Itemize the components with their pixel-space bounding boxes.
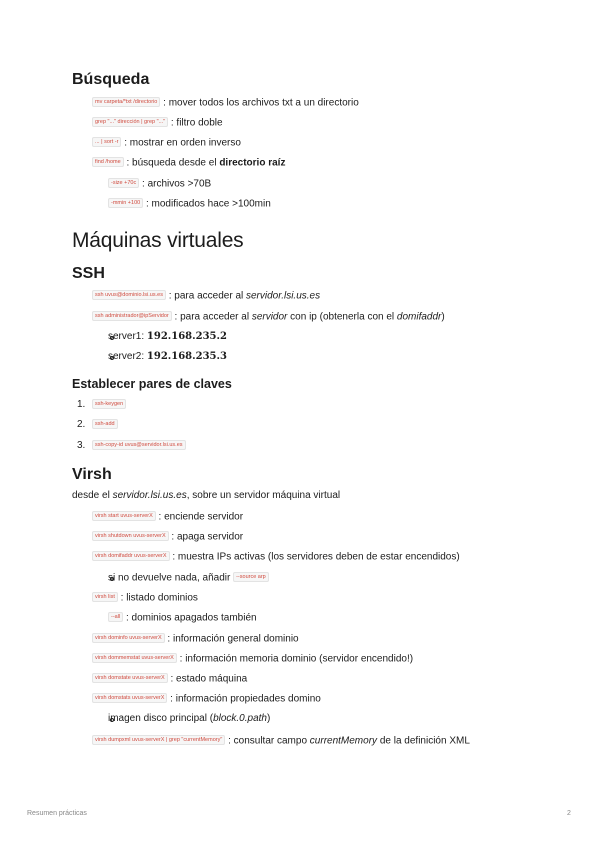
list-item: virsh dommemstat uvus-serverX : información memoria dominio (servidor encendido!) xyxy=(92,652,413,667)
list-item: ssh uvus@dominio.lsi.us.es : para acceder al servidor.lsi.us.es xyxy=(92,289,320,304)
list-item: virsh start uvus-serverX : enciende servidor xyxy=(92,510,243,525)
code-snippet: virsh dommemstat uvus-serverX xyxy=(92,653,177,663)
heading-busqueda: Búsqueda xyxy=(72,71,150,88)
list-item: -mmin +100 : modificados hace >100min xyxy=(108,197,271,212)
list-item xyxy=(92,418,118,433)
list-item: ssh administrador@ipServidor : para acceder al servidor con ip (obtenerla con el domifaddr) xyxy=(92,310,445,325)
code-snippet: -mmin +100 xyxy=(108,198,143,208)
code-snippet: --source arp xyxy=(233,572,269,582)
list-item: imagen disco principal (block.0.path) xyxy=(108,713,271,724)
code-snippet: virsh dominfo uvus-serverX xyxy=(92,633,165,643)
list-item: ... | sort -r : mostrar en orden inverso xyxy=(92,136,241,151)
code-snippet: ... | sort -r xyxy=(92,137,121,147)
list-item: virsh dominfo uvus-serverX : información general dominio xyxy=(92,632,299,647)
list-item: virsh domstats uvus-serverX : información propiedades domino xyxy=(92,692,321,707)
list-number: 2. xyxy=(77,419,86,430)
code-snippet: ssh-keygen xyxy=(92,399,126,409)
code-snippet: ssh administrador@ipServidor xyxy=(92,311,172,321)
list-item xyxy=(92,439,186,454)
code-snippet: grep "..." dirección | grep "..." xyxy=(92,117,168,127)
code-snippet: virsh start uvus-serverX xyxy=(92,511,156,521)
list-item: virsh domifaddr uvus-serverX : muestra IPs activas (los servidores deben de estar encendidos) xyxy=(92,550,460,565)
code-snippet: virsh domstats uvus-serverX xyxy=(92,693,167,703)
list-item: mv carpeta/*txt /directorio : mover todos los archivos txt a un directorio xyxy=(92,96,359,111)
list-item: -size +70c : archivos >70B xyxy=(108,177,211,192)
footer-title: Resumen prácticas xyxy=(27,810,87,817)
code-snippet: virsh list xyxy=(92,592,118,602)
list-number: 3. xyxy=(77,440,86,451)
code-snippet: virsh domstate uvus-serverX xyxy=(92,673,168,683)
list-item: server1: 192.168.235.2 xyxy=(108,331,227,342)
code-snippet: mv carpeta/*txt /directorio xyxy=(92,97,160,107)
code-snippet: --all xyxy=(108,612,123,622)
list-item: virsh domstate uvus-serverX : estado máquina xyxy=(92,672,247,687)
list-item: virsh dumpxml uvus-serverX | grep "currentMemory" : consultar campo currentMemory de la definición XML xyxy=(92,734,470,749)
list-number: 1. xyxy=(77,399,86,410)
list-item: --all : dominios apagados también xyxy=(108,611,257,626)
heading-claves: Establecer pares de claves xyxy=(72,377,232,391)
heading-ssh: SSH xyxy=(72,265,105,282)
code-snippet: ssh-copy-id uvus@servidor.lsi.us.es xyxy=(92,440,186,450)
page-number: 2 xyxy=(567,810,571,817)
list-item: si no devuelve nada, añadir --source arp xyxy=(108,571,269,586)
list-item: virsh list : listado dominios xyxy=(92,591,198,606)
code-snippet: virsh domifaddr uvus-serverX xyxy=(92,551,170,561)
list-item: grep "..." dirección | grep "..." : filtro doble xyxy=(92,116,223,131)
code-snippet: virsh shutdown uvus-serverX xyxy=(92,531,169,541)
list-item: virsh shutdown uvus-serverX : apaga servidor xyxy=(92,530,243,545)
code-snippet: ssh uvus@dominio.lsi.us.es xyxy=(92,290,166,300)
heading-maquinas-virtuales: Máquinas virtuales xyxy=(72,229,244,252)
code-snippet: virsh dumpxml uvus-serverX | grep "currentMemory" xyxy=(92,735,225,745)
code-snippet: find /home xyxy=(92,157,124,167)
list-item: server2: 192.168.235.3 xyxy=(108,351,227,362)
code-snippet: ssh-add xyxy=(92,419,118,429)
code-snippet: -size +70c xyxy=(108,178,139,188)
list-item: find /home : búsqueda desde el directorio raíz xyxy=(92,156,285,171)
list-item xyxy=(92,398,126,413)
heading-virsh: Virsh xyxy=(72,466,112,483)
paragraph: desde el servidor.lsi.us.es, sobre un servidor máquina virtual xyxy=(72,490,341,501)
